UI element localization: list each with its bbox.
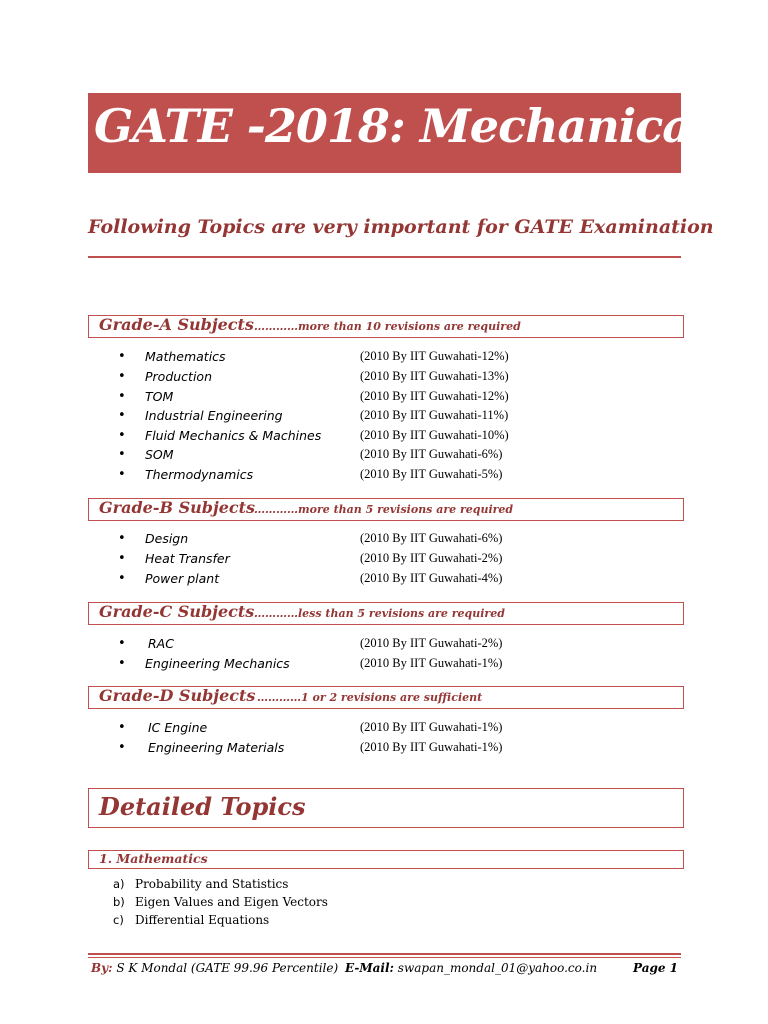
subject-name: Mathematics [145,349,226,364]
subject-name: Design [145,531,189,546]
subject-weight: (2010 By IIT Guwahati-1%) [360,656,503,670]
subject-weight: (2010 By IIT Guwahati-12%) [360,349,509,363]
subject-weight: (2010 By IIT Guwahati-11%) [360,408,509,422]
list-item [113,895,613,913]
subject-name: Engineering Materials [148,740,285,755]
list-item [118,550,678,570]
grade-title: Grade-A Subjects [99,315,254,334]
list-item [118,388,678,408]
list-item [118,655,678,675]
bullet-icon: • [118,408,126,423]
list-item [118,466,678,486]
grade-note: …………1 or 2 revisions are sufficient [257,691,483,704]
subtitle-divider [88,256,681,258]
footer-divider [88,953,681,955]
subject-name: RAC [148,636,174,651]
topic-header-mathematics [88,850,684,869]
subject-name: Production [145,369,212,384]
footer-email [345,961,597,975]
bullet-icon: • [118,389,126,404]
bullet-icon: • [118,636,126,651]
subject-name: Industrial Engineering [145,408,283,423]
subject-weight: (2010 By IIT Guwahati-2%) [360,636,503,650]
footer-by-label: By: [91,961,113,975]
list-item [118,407,678,427]
page-number: Page 1 [633,961,679,975]
grade-title: Grade-B Subjects [99,498,256,517]
item-text: Probability and Statistics [135,877,289,891]
footer-email-text: swapan_mondal_01@yahoo.co.in [397,961,598,975]
subject-weight: (2010 By IIT Guwahati-13%) [360,369,509,383]
bullet-icon: • [118,531,126,546]
grade-title: Grade-C Subjects [99,602,255,621]
subject-weight: (2010 By IIT Guwahati-12%) [360,389,509,403]
grade-c-header [88,602,684,625]
subject-weight: (2010 By IIT Guwahati-1%) [360,720,503,734]
subject-name: Engineering Mechanics [145,656,290,671]
list-item [118,530,678,550]
subject-weight: (2010 By IIT Guwahati-6%) [360,447,503,461]
footer-email-label: E-Mail: [345,961,394,975]
list-item [118,635,678,655]
list-item [118,368,678,388]
subtitle: Following Topics are very important for GATE Examination [88,216,714,238]
title-banner [88,93,708,173]
subject-name: Thermodynamics [145,467,254,482]
subject-name: Heat Transfer [145,551,230,566]
bullet-icon: • [118,349,126,364]
bullet-icon: • [118,428,126,443]
item-letter: b) [113,895,125,909]
subject-weight: (2010 By IIT Guwahati-6%) [360,531,503,545]
bullet-icon: • [118,447,126,462]
subject-weight: (2010 By IIT Guwahati-1%) [360,740,503,754]
bullet-icon: • [118,467,126,482]
subject-name: IC Engine [148,720,208,735]
subject-weight: (2010 By IIT Guwahati-4%) [360,571,503,585]
list-item [118,348,678,368]
bullet-icon: • [118,740,126,755]
list-item [113,913,613,931]
list-item [118,719,678,739]
list-item [113,877,613,895]
grade-note: …………less than 5 revisions are required [254,607,505,620]
subject-weight: (2010 By IIT Guwahati-5%) [360,467,503,481]
detailed-topics-header [88,788,684,828]
grade-title: Grade-D Subjects [99,686,256,705]
list-item [118,427,678,447]
subject-weight: (2010 By IIT Guwahati-2%) [360,551,503,565]
bullet-icon: • [118,571,126,586]
footer-author-text: S K Mondal (GATE 99.96 Percentile) [116,961,339,975]
grade-b-header [88,498,684,521]
subject-name: TOM [145,389,174,404]
grade-a-header [88,315,684,338]
bullet-icon: • [118,656,126,671]
subject-name: SOM [145,447,174,462]
subject-name: Fluid Mechanics & Machines [145,428,322,443]
page-title: GATE -2018: Mechanical [94,99,708,153]
bullet-icon: • [118,369,126,384]
footer-author [91,961,338,975]
list-item [118,570,678,590]
bullet-icon: • [118,720,126,735]
grade-d-header [88,686,684,709]
section-heading: Detailed Topics [99,792,306,821]
item-text: Eigen Values and Eigen Vectors [135,895,328,909]
topic-title: 1. Mathematics [99,851,208,866]
list-item [118,446,678,466]
subject-name: Power plant [145,571,220,586]
item-letter: c) [113,913,124,927]
item-text: Differential Equations [135,913,270,927]
list-item [118,739,678,759]
grade-note: …………more than 5 revisions are required [254,503,514,516]
grade-note: …………more than 10 revisions are required [254,320,521,333]
item-letter: a) [113,877,125,891]
subject-weight: (2010 By IIT Guwahati-10%) [360,428,509,442]
bullet-icon: • [118,551,126,566]
footer-page [633,961,678,975]
footer-divider-thin [88,957,681,958]
